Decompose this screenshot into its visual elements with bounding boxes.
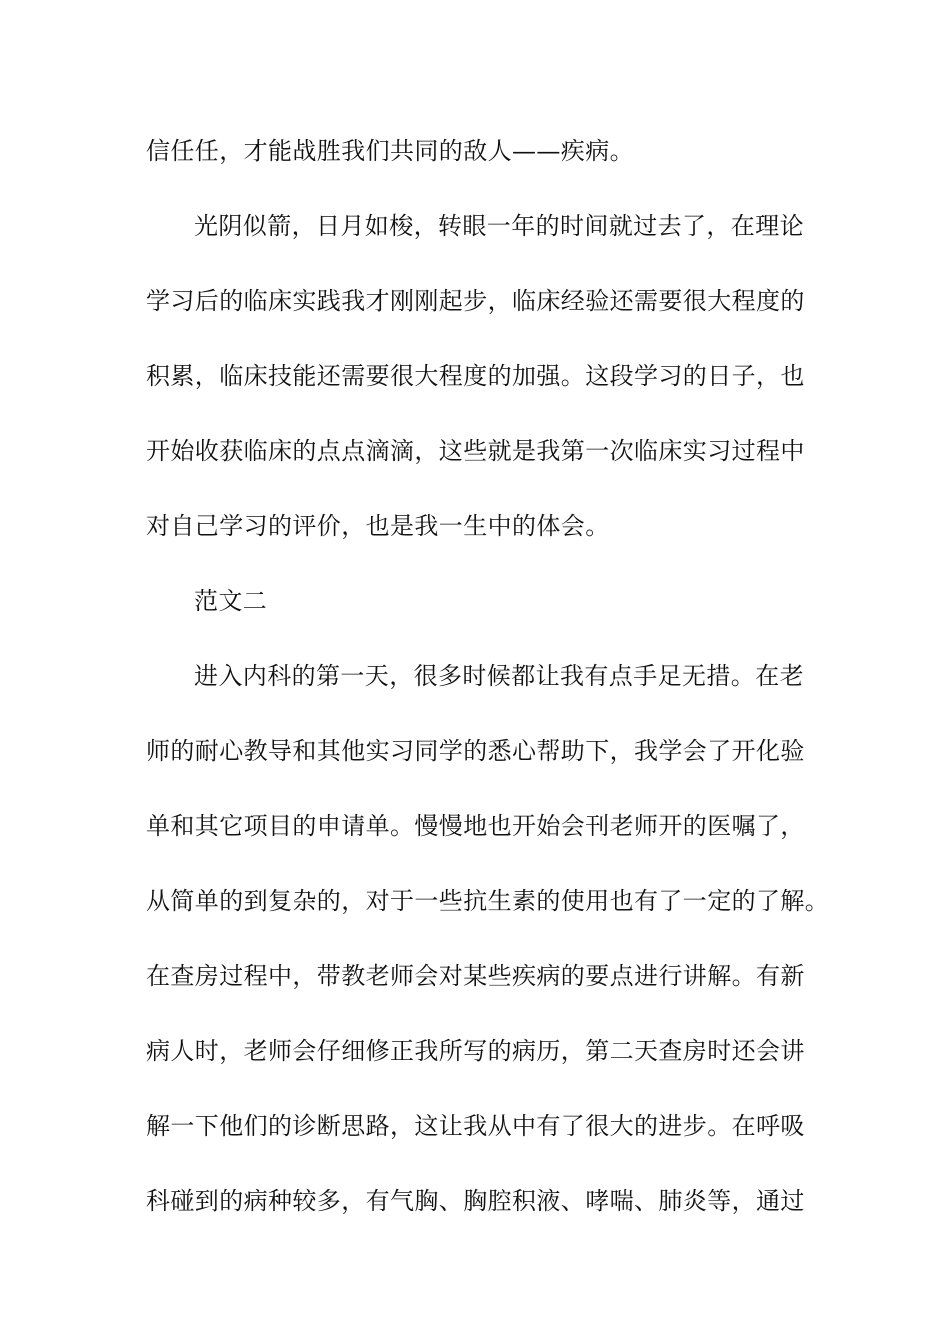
- text-line: 在查房过程中，带教老师会对某些疾病的要点进行讲解。有新: [146, 962, 805, 990]
- text-line: 科碰到的病种较多，有气胸、胸腔积液、哮喘、肺炎等，通过: [146, 1187, 805, 1215]
- text-line: 解一下他们的诊断思路，这让我从中有了很大的进步。在呼吸: [146, 1112, 805, 1140]
- text-line: 学习后的临床实践我才刚刚起步，临床经验还需要很大程度的: [146, 287, 805, 315]
- text-line: 从简单的到复杂的，对于一些抗生素的使用也有了一定的了解。: [146, 887, 830, 915]
- text-line: 开始收获临床的点点滴滴，这些就是我第一次临床实习过程中: [146, 437, 805, 465]
- text-line: 师的耐心教导和其他实习同学的悉心帮助下，我学会了开化验: [146, 737, 805, 765]
- paragraph-start-line: 进入内科的第一天，很多时候都让我有点手足无措。在老: [194, 662, 804, 690]
- text-line: 积累，临床技能还需要很大程度的加强。这段学习的日子，也: [146, 362, 805, 390]
- text-line: 对自己学习的评价，也是我一生中的体会。: [146, 512, 610, 540]
- text-line: 单和其它项目的申请单。慢慢地也开始会刊老师开的医嘱了，: [146, 812, 805, 840]
- section-heading: 范文二: [194, 587, 268, 615]
- text-line: 信任任，才能战胜我们共同的敌人——疾病。: [146, 137, 634, 165]
- text-line: 病人时，老师会仔细修正我所写的病历，第二天查房时还会讲: [146, 1037, 805, 1065]
- paragraph-start-line: 光阴似箭，日月如梭，转眼一年的时间就过去了，在理论: [194, 212, 804, 240]
